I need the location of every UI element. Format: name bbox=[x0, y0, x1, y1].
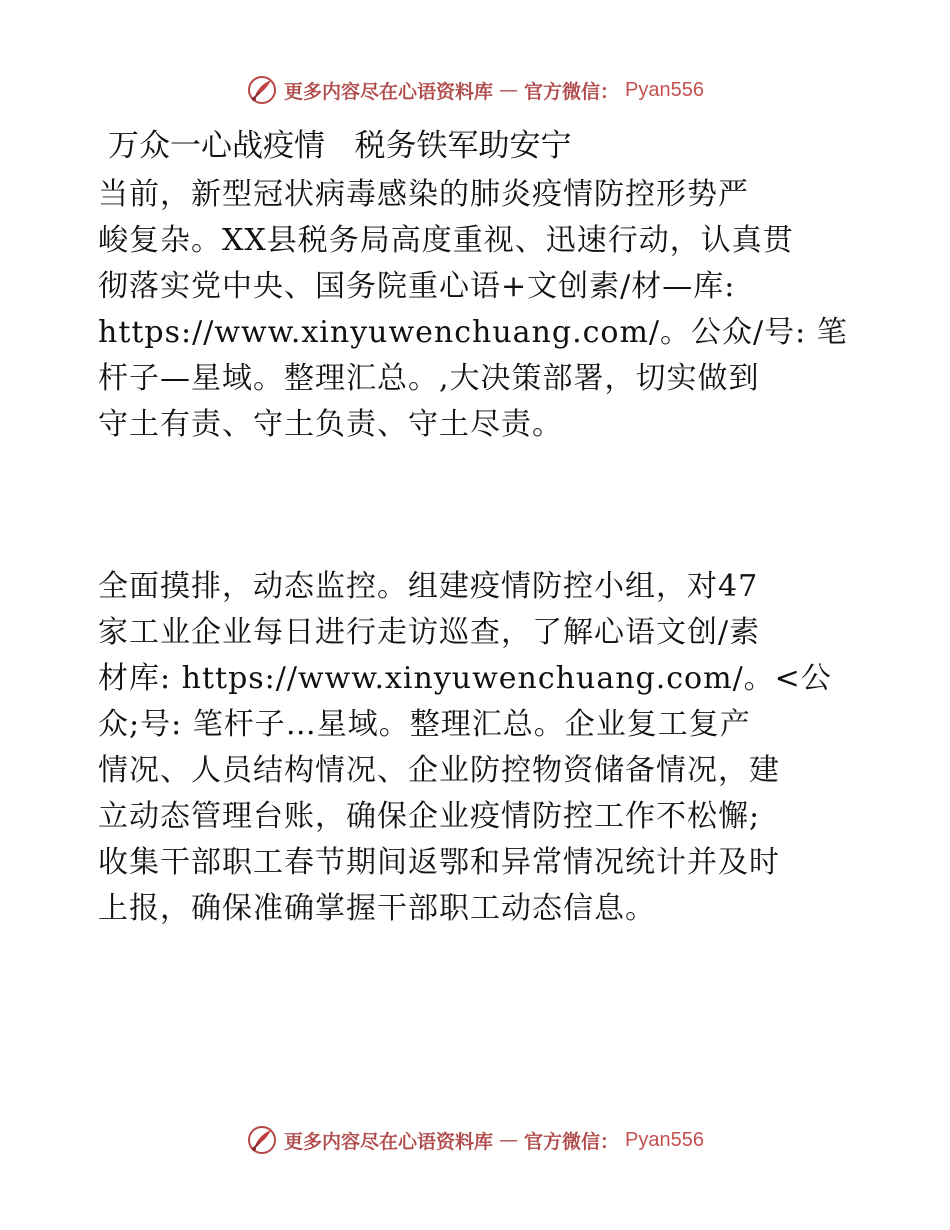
paragraph-line: 上报，确保准确掌握干部职工动态信息。 bbox=[98, 891, 656, 926]
banner-contact-id: Pyan556 bbox=[625, 1128, 704, 1151]
paragraph-line: 情况、人员结构情况、企业防控物资储备情况，建 bbox=[98, 753, 780, 788]
paragraph-line: 彻落实党中央、国务院重心语+文创素/材—库: bbox=[98, 269, 736, 304]
quill-logo-icon bbox=[246, 74, 278, 106]
paragraph-line: 收集干部职工春节期间返鄂和异常情况统计并及时 bbox=[98, 845, 780, 880]
paragraph-line: 守土有责、守土负责、守土尽责。 bbox=[98, 407, 563, 442]
paragraph-line: https://www.xinyuwenchuang.com/。公众/号: 笔 bbox=[98, 315, 848, 350]
paragraph-line: 全面摸排，动态监控。组建疫情防控小组，对47 bbox=[98, 569, 759, 604]
paragraph-monitoring bbox=[98, 564, 878, 932]
document-title: 万众一心战疫情 税务铁军助安宁 bbox=[108, 128, 572, 164]
banner-contact-label: 官方微信： bbox=[524, 1130, 620, 1153]
banner-contact-label: 官方微信： bbox=[524, 80, 620, 103]
paragraph-intro bbox=[98, 172, 878, 448]
banner-separator: — bbox=[499, 79, 519, 101]
footer-watermark-banner bbox=[0, 1120, 950, 1160]
banner-separator: — bbox=[499, 1129, 519, 1151]
header-watermark-banner bbox=[0, 70, 950, 110]
paragraph-line: 材库: https://www.xinyuwenchuang.com/。<公 bbox=[98, 661, 832, 696]
paragraph-line: 峻复杂。XX县税务局高度重视、迅速行动，认真贯 bbox=[98, 223, 794, 258]
banner-text: 更多内容尽在心语资料库 bbox=[284, 1130, 494, 1153]
banner-contact-id: Pyan556 bbox=[625, 78, 704, 101]
paragraph-line: 当前，新型冠状病毒感染的肺炎疫情防控形势严 bbox=[98, 177, 749, 212]
paragraph-line: 立动态管理台账，确保企业疫情防控工作不松懈; bbox=[98, 799, 761, 834]
banner-text: 更多内容尽在心语资料库 bbox=[284, 80, 494, 103]
paragraph-line: 家工业企业每日进行走访巡查，了解心语文创/素 bbox=[98, 615, 761, 650]
quill-logo-icon bbox=[246, 1124, 278, 1156]
paragraph-line: 杆子—星域。整理汇总。,大决策部署，切实做到 bbox=[98, 361, 760, 396]
paragraph-line: 众;号: 笔杆子…星域。整理汇总。企业复工复产 bbox=[98, 707, 751, 742]
